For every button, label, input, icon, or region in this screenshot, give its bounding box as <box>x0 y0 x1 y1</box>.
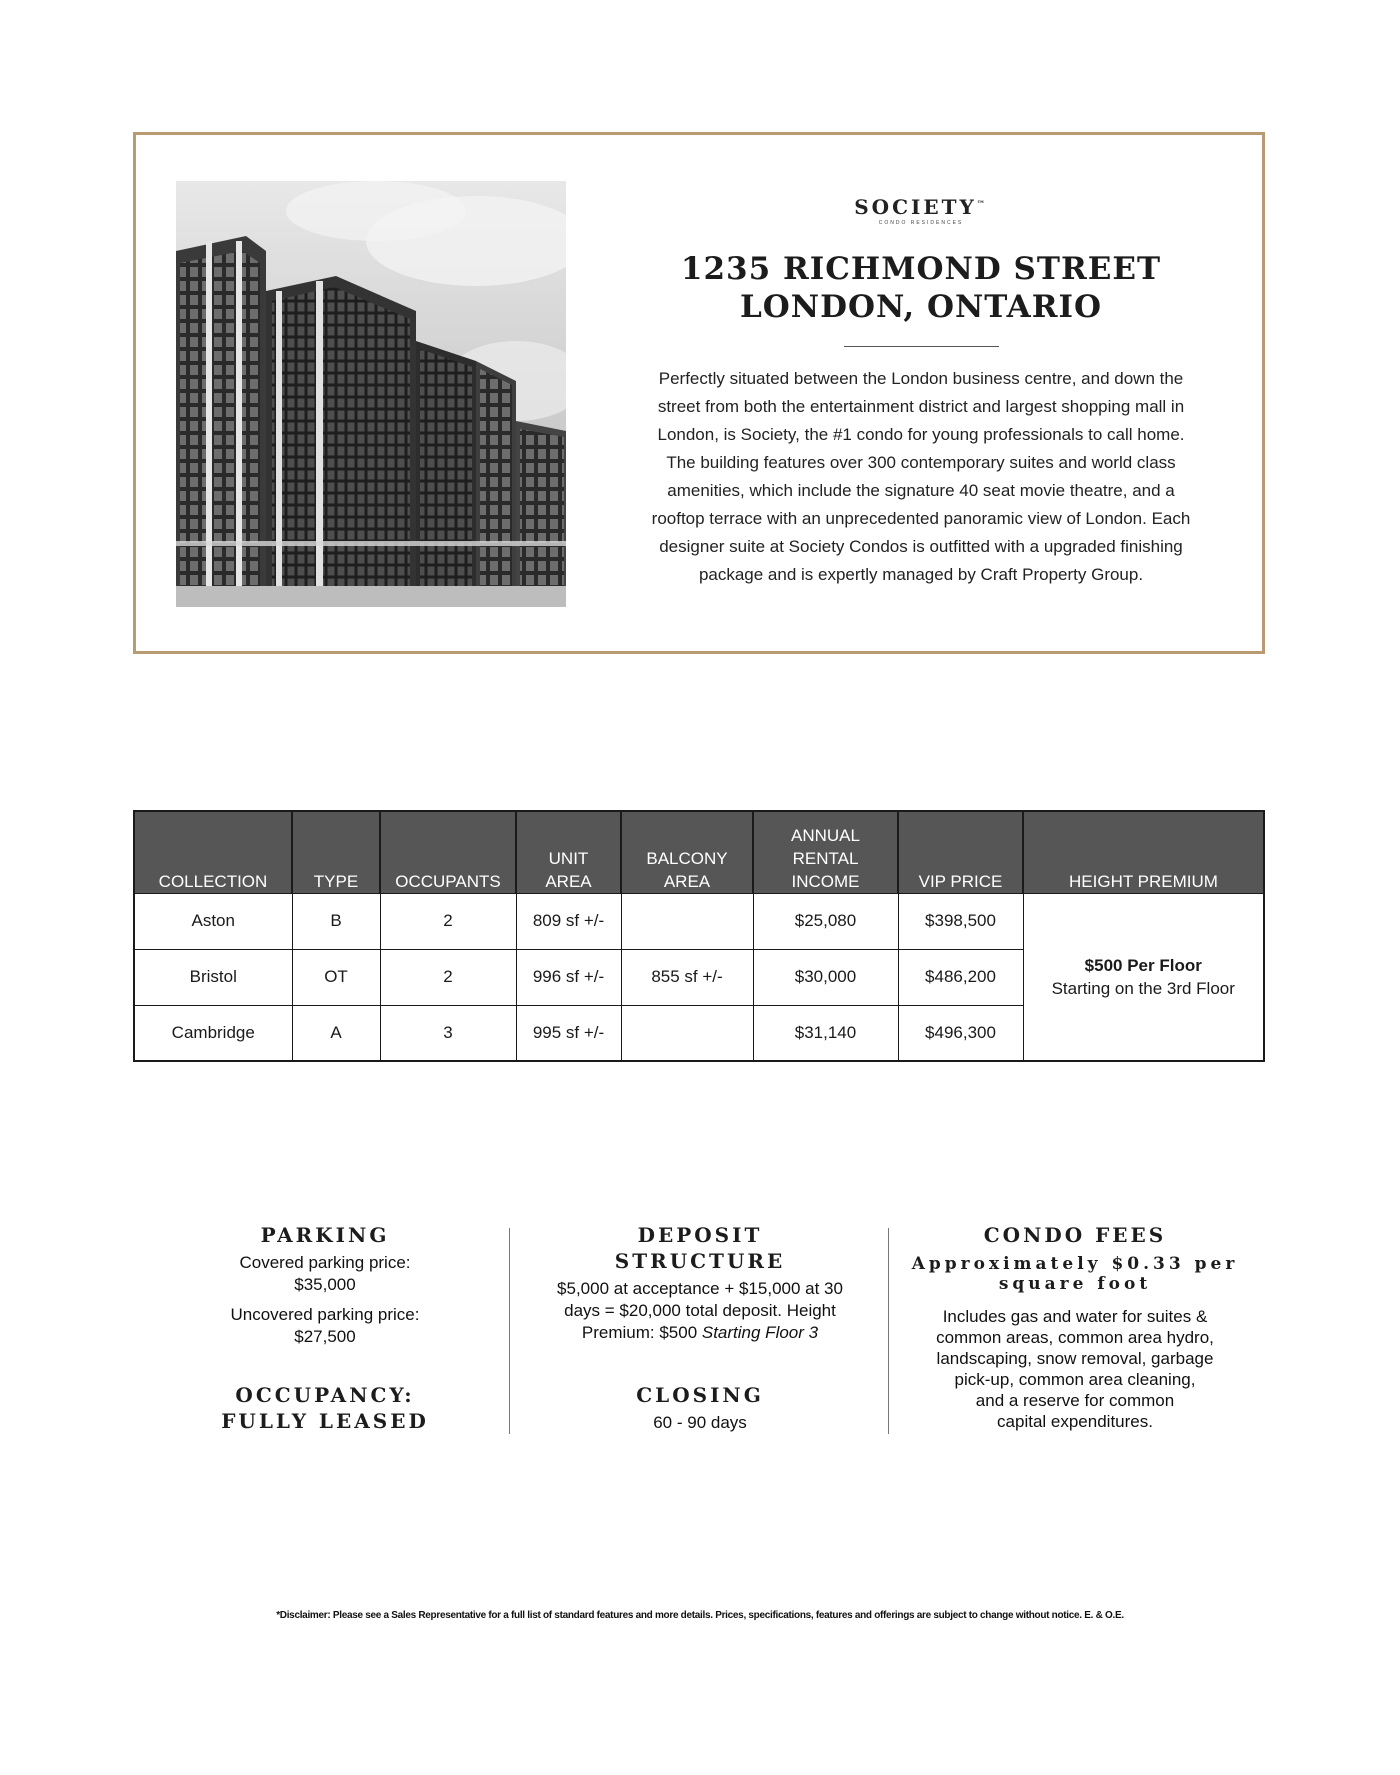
fees-line: common areas, common area hydro, <box>936 1328 1214 1347</box>
condo-fees-includes <box>905 1306 1245 1432</box>
building-image <box>176 181 566 607</box>
fees-line: and a reserve for common <box>975 1391 1175 1410</box>
uncovered-parking-price: $27,500 <box>294 1327 356 1346</box>
header-balcony-area: BALCONY AREA <box>621 811 753 893</box>
disclaimer: *Disclaimer: Please see a Sales Representative for a full list of standard features and more details. Prices, specifications, features and offerings are subject to change without notice. E. & O.E. <box>276 1610 1124 1621</box>
cell-balcony-area <box>621 893 753 949</box>
cell-vip-price: $398,500 <box>898 893 1023 949</box>
cell-collection: Bristol <box>134 949 292 1005</box>
table-row <box>134 893 1264 949</box>
closing-text: 60 - 90 days <box>653 1413 747 1432</box>
cell-collection: Aston <box>134 893 292 949</box>
deposit-title-line2: STRUCTURE <box>614 1249 786 1273</box>
cell-balcony-area: 855 sf +/- <box>621 949 753 1005</box>
cell-unit-area: 995 sf +/- <box>516 1005 621 1061</box>
header-type: TYPE <box>292 811 380 893</box>
cell-type: B <box>292 893 380 949</box>
property-address <box>631 250 1211 326</box>
closing-title: CLOSING <box>636 1383 764 1407</box>
cell-annual-income: $30,000 <box>753 949 898 1005</box>
property-description: Perfectly situated between the London business centre, and down the street from both the entertainment district and largest shopping mall in London, is Society, the #1 condo for young professionals to call home. The building features over 300 contemporary suites and world class amenities, which include the signature 40 seat movie theatre, and a rooftop terrace with an unprecedented panoramic view of London. Each designer suite at Society Condos is outfitted with a upgraded finishing package and is expertly managed by Craft Property Group. <box>651 369 1191 584</box>
occupancy-line1: OCCUPANCY: <box>235 1383 415 1407</box>
address-city: LONDON, ONTARIO <box>740 289 1102 325</box>
header-vip-price: VIP PRICE <box>898 811 1023 893</box>
cell-occupants: 2 <box>380 893 516 949</box>
deposit-text-line2: days = $20,000 total deposit. Height <box>564 1301 836 1320</box>
fees-line: landscaping, snow removal, garbage <box>936 1349 1214 1368</box>
condo-fees-section <box>905 1222 1245 1432</box>
deposit-text-line3: Premium: $500 Starting Floor 3 <box>581 1323 819 1342</box>
cell-occupants: 3 <box>380 1005 516 1061</box>
address-street: 1235 RICHMOND STREET <box>680 251 1162 287</box>
occupancy-line2: FULLY LEASED <box>221 1409 429 1433</box>
header-occupants: OCCUPANTS <box>380 811 516 893</box>
fees-line: Includes gas and water for suites & <box>942 1307 1208 1326</box>
society-logo: SOCIETY™ <box>854 195 988 219</box>
premium-note: Starting on the 3rd Floor <box>1051 978 1235 998</box>
deposit-title-line1: DEPOSIT <box>637 1223 763 1247</box>
condo-fees-rate-line1: Approximately $0.33 per <box>911 1254 1239 1274</box>
fees-line: capital expenditures. <box>997 1412 1153 1431</box>
fees-line: pick-up, common area cleaning, <box>954 1370 1196 1389</box>
header-height-premium: HEIGHT PREMIUM <box>1023 811 1264 893</box>
property-summary <box>631 195 1211 589</box>
deposit-section <box>525 1222 875 1434</box>
premium-amount: $500 Per Floor <box>1084 955 1202 975</box>
cell-vip-price: $486,200 <box>898 949 1023 1005</box>
column-divider <box>509 1228 510 1434</box>
cell-type: OT <box>292 949 380 1005</box>
cell-height-premium <box>1023 893 1264 1061</box>
divider <box>844 346 999 347</box>
unit-pricing-table <box>133 810 1265 1062</box>
covered-parking-price: $35,000 <box>294 1275 356 1294</box>
deposit-text-line1: $5,000 at acceptance + $15,000 at 30 <box>557 1279 843 1298</box>
cell-balcony-area <box>621 1005 753 1061</box>
cell-vip-price: $496,300 <box>898 1005 1023 1061</box>
cell-type: A <box>292 1005 380 1061</box>
cell-annual-income: $31,140 <box>753 1005 898 1061</box>
parking-section <box>190 1222 460 1434</box>
header-unit-area: UNIT AREA <box>516 811 621 893</box>
cell-collection: Cambridge <box>134 1005 292 1061</box>
uncovered-parking-label: Uncovered parking price: <box>230 1305 420 1324</box>
building-photo <box>176 181 566 607</box>
table-header-row <box>134 811 1264 893</box>
covered-parking-label: Covered parking price: <box>239 1253 411 1272</box>
cell-occupants: 2 <box>380 949 516 1005</box>
column-divider <box>888 1228 889 1434</box>
condo-fees-title: CONDO FEES <box>983 1223 1167 1247</box>
cell-unit-area: 809 sf +/- <box>516 893 621 949</box>
logo-subtitle: CONDO RESIDENCES <box>878 220 964 226</box>
header-collection: COLLECTION <box>134 811 292 893</box>
header-annual-income: ANNUAL RENTAL INCOME <box>753 811 898 893</box>
property-card <box>133 132 1265 654</box>
cell-unit-area: 996 sf +/- <box>516 949 621 1005</box>
parking-title: PARKING <box>260 1223 390 1247</box>
condo-fees-rate-line2: square foot <box>998 1274 1152 1294</box>
cell-annual-income: $25,080 <box>753 893 898 949</box>
